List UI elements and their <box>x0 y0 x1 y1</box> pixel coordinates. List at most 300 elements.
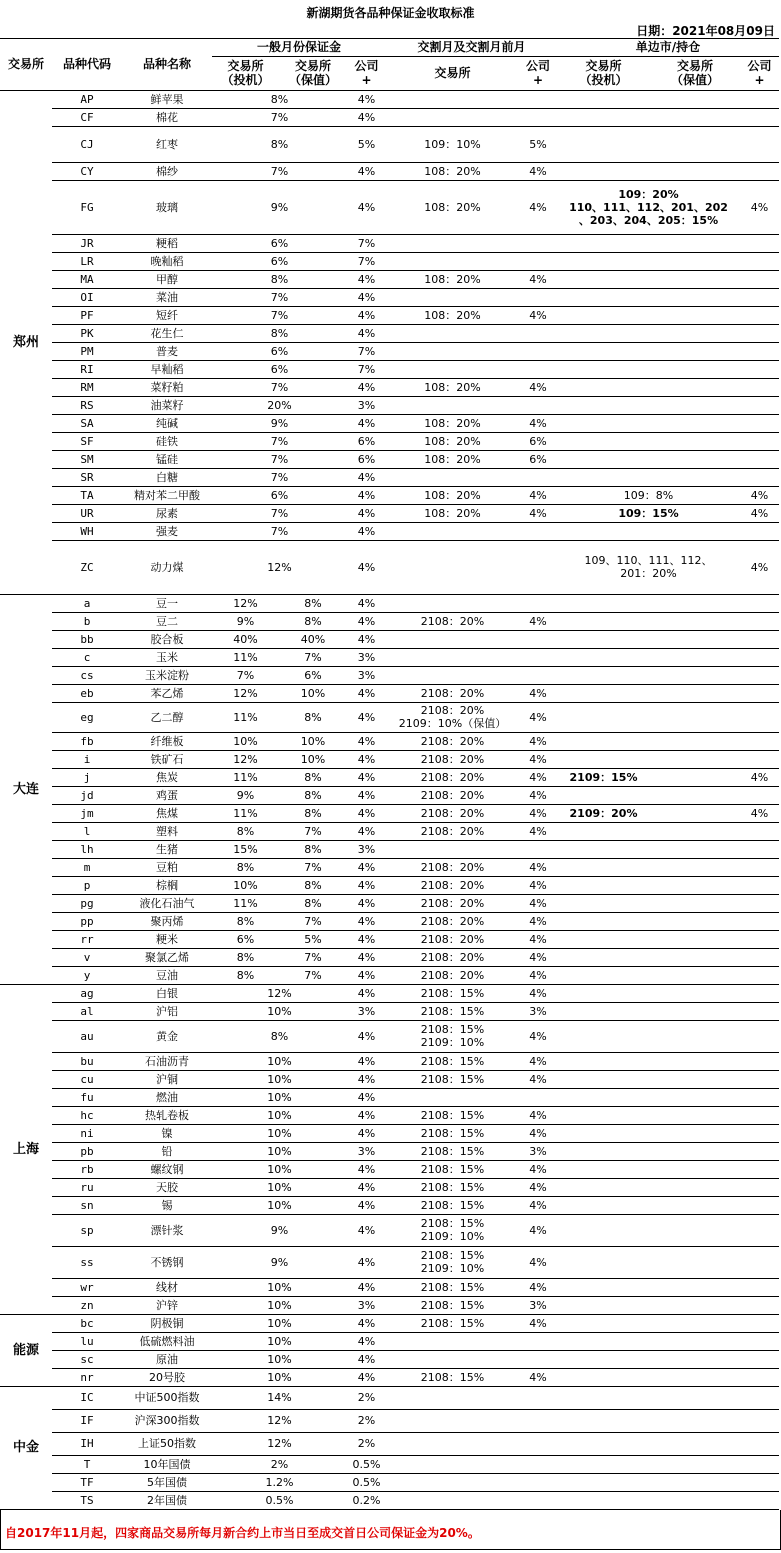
margin-hedge: 8% <box>304 896 322 910</box>
delivery-margin: 2108：20% 2109：10%（保值） <box>398 704 507 730</box>
company-margin: 4% <box>357 1255 376 1269</box>
grid-line-horizontal <box>52 522 779 523</box>
margin-hedge: 8% <box>304 878 322 892</box>
product-name: 沪铝 <box>156 1004 178 1018</box>
delivery-company: 3% <box>529 1144 547 1158</box>
product-name: 豆粕 <box>156 860 178 874</box>
company-margin: 4% <box>357 1280 376 1294</box>
margin-speculation: 12% <box>233 596 258 610</box>
product-code: zn <box>80 1298 94 1312</box>
company-margin: 7% <box>357 362 376 376</box>
grid-line-horizontal <box>52 840 779 841</box>
product-code: b <box>83 614 91 628</box>
product-name: 强麦 <box>156 524 178 538</box>
company-margin: 4% <box>357 860 376 874</box>
product-code: ss <box>80 1255 94 1269</box>
header-general-hedge: 交易所 （保值） <box>288 59 337 87</box>
company-margin: 7% <box>357 236 376 250</box>
delivery-company: 4% <box>529 506 547 520</box>
product-code: IC <box>80 1391 94 1404</box>
product-code: eg <box>80 710 94 724</box>
company-margin: 4% <box>357 710 376 724</box>
company-margin: 0.5% <box>352 1475 381 1489</box>
delivery-company: 6% <box>529 452 547 466</box>
margin-general: 12% <box>267 1437 292 1450</box>
product-code: p <box>83 878 91 892</box>
product-name: 20号胶 <box>149 1370 185 1384</box>
company-margin: 3% <box>357 1004 376 1018</box>
company-margin: 4% <box>357 506 376 520</box>
grid-line-horizontal <box>52 1196 779 1197</box>
product-code: SR <box>80 470 94 484</box>
product-code: RS <box>80 398 94 412</box>
product-code: pp <box>80 914 94 928</box>
product-name: 锡 <box>161 1198 173 1212</box>
margin-hedge: 8% <box>304 710 322 724</box>
grid-line-horizontal <box>52 786 779 787</box>
company-margin: 4% <box>357 1334 376 1348</box>
margin-general: 6% <box>270 362 289 376</box>
grid-line-horizontal <box>52 966 779 967</box>
product-name: 普麦 <box>156 344 178 358</box>
margin-hedge: 7% <box>304 650 322 664</box>
company-margin: 4% <box>357 788 376 802</box>
product-code: CJ <box>80 137 94 151</box>
delivery-company: 4% <box>529 416 547 430</box>
delivery-company: 3% <box>529 1004 547 1018</box>
product-name: 白银 <box>156 986 178 1000</box>
margin-general: 7% <box>270 380 289 394</box>
grid-line-horizontal <box>52 288 779 289</box>
grid-line-horizontal <box>52 1124 779 1125</box>
margin-speculation: 10% <box>233 734 258 748</box>
margin-general: 7% <box>270 110 289 124</box>
company-margin: 4% <box>357 164 376 178</box>
product-code: FG <box>80 200 94 214</box>
header-unilateral-company: 公司 + <box>747 59 772 87</box>
product-code: SA <box>80 416 94 430</box>
product-code: al <box>80 1004 94 1018</box>
header-code: 品种代码 <box>62 57 111 71</box>
product-name: 聚氯乙烯 <box>145 950 189 964</box>
delivery-margin: 2108：15% <box>420 1126 485 1140</box>
product-code: c <box>83 650 91 664</box>
company-margin: 4% <box>357 1029 376 1043</box>
product-name: 低硫燃料油 <box>139 1334 195 1348</box>
company-margin: 4% <box>357 806 376 820</box>
grid-line-horizontal <box>52 858 779 859</box>
delivery-company: 4% <box>529 860 547 874</box>
product-code: ni <box>80 1126 94 1140</box>
margin-general: 10% <box>267 1004 292 1018</box>
product-name: 聚丙烯 <box>150 914 184 928</box>
exchange-label: 郑州 <box>12 334 39 350</box>
product-code: lh <box>80 842 94 856</box>
company-margin: 4% <box>357 632 376 646</box>
unilateral-margin: 109：8% <box>623 488 674 502</box>
margin-general: 10% <box>267 1108 292 1122</box>
margin-general: 8% <box>270 92 289 106</box>
delivery-company: 4% <box>529 380 547 394</box>
grid-line-horizontal <box>52 948 779 949</box>
margin-speculation: 40% <box>233 632 258 646</box>
grid-line-horizontal <box>52 666 779 667</box>
exchange-label: 大连 <box>12 781 39 797</box>
margin-general: 1.2% <box>265 1475 294 1489</box>
margin-general: 7% <box>270 434 289 448</box>
margin-general: 9% <box>270 200 289 214</box>
delivery-margin: 2108：15% <box>420 1108 485 1122</box>
footer-note: 自2017年11月起，四家商品交易所每月新合约上市当日至成交首日公司保证金为20%。 <box>5 1526 480 1540</box>
margin-general: 7% <box>270 452 289 466</box>
product-code: rb <box>80 1162 94 1176</box>
product-code: ag <box>80 986 94 1000</box>
delivery-margin: 2108：15% <box>420 1072 485 1086</box>
product-name: 燃油 <box>156 1090 178 1104</box>
grid-line-horizontal <box>52 1002 779 1003</box>
company-margin: 4% <box>357 968 376 982</box>
unilateral-margin: 109：20% 110、111、112、201、202 、203、204、205：15% <box>569 187 728 227</box>
product-code: bc <box>80 1316 94 1330</box>
grid-line-horizontal <box>52 1350 779 1351</box>
margin-hedge: 8% <box>304 842 322 856</box>
delivery-company: 4% <box>529 914 547 928</box>
company-margin: 4% <box>357 686 376 700</box>
delivery-company: 4% <box>529 1126 547 1140</box>
delivery-company: 4% <box>529 770 547 784</box>
grid-line-horizontal <box>52 1455 779 1456</box>
product-code: TS <box>80 1493 94 1507</box>
product-name: 玉米 <box>156 650 178 664</box>
product-name: 短纤 <box>156 308 178 322</box>
margin-general: 7% <box>270 290 289 304</box>
margin-speculation: 12% <box>233 686 258 700</box>
delivery-margin: 2108：15% <box>420 1280 485 1294</box>
grid-line-horizontal <box>52 270 779 271</box>
grid-line-horizontal <box>52 432 779 433</box>
grid-line-horizontal <box>52 648 779 649</box>
product-name: 镍 <box>161 1126 173 1140</box>
margin-speculation: 15% <box>233 842 258 856</box>
delivery-company: 4% <box>529 932 547 946</box>
margin-speculation: 6% <box>236 932 255 946</box>
delivery-margin: 2108：15% 2109：10% <box>420 1217 485 1243</box>
unilateral-company: 4% <box>750 488 769 502</box>
delivery-company: 4% <box>529 734 547 748</box>
delivery-margin: 2108：15% <box>420 1180 485 1194</box>
margin-general: 10% <box>267 1126 292 1140</box>
product-code: PF <box>80 308 94 322</box>
product-code: y <box>83 968 91 982</box>
product-code: cs <box>80 668 94 682</box>
margin-hedge: 7% <box>304 824 322 838</box>
product-code: pb <box>80 1144 94 1158</box>
margin-general: 6% <box>270 344 289 358</box>
product-name: 沪深300指数 <box>134 1414 200 1427</box>
product-name: 天胶 <box>156 1180 178 1194</box>
company-margin: 4% <box>357 770 376 784</box>
company-margin: 4% <box>357 110 376 124</box>
delivery-margin: 2108：20% <box>420 734 485 748</box>
header-exchange: 交易所 <box>7 57 44 71</box>
product-code: OI <box>80 290 94 304</box>
delivery-company: 4% <box>529 686 547 700</box>
margin-general: 10% <box>267 1352 292 1366</box>
product-code: au <box>80 1029 94 1043</box>
product-name: 不锈钢 <box>150 1255 184 1269</box>
margin-hedge: 8% <box>304 770 322 784</box>
company-margin: 6% <box>357 434 376 448</box>
product-name: 棉花 <box>156 110 178 124</box>
product-name: 苯乙烯 <box>150 686 184 700</box>
margin-hedge: 10% <box>300 734 326 748</box>
grid-line-horizontal <box>52 1142 779 1143</box>
delivery-company: 4% <box>529 1280 547 1294</box>
delivery-margin: 2108：20% <box>420 914 485 928</box>
product-code: hc <box>80 1108 94 1122</box>
company-margin: 4% <box>357 92 376 106</box>
margin-speculation: 7% <box>236 668 255 682</box>
grid-line-horizontal <box>52 1491 779 1492</box>
company-margin: 3% <box>357 842 376 856</box>
product-name: 棕榈 <box>156 878 178 892</box>
product-name: 红枣 <box>156 137 178 151</box>
product-name: 花生仁 <box>150 326 184 340</box>
grid-line-horizontal <box>52 108 779 109</box>
delivery-margin: 108：20% <box>424 380 481 394</box>
grid-line-horizontal <box>52 306 779 307</box>
grid-line-horizontal <box>52 930 779 931</box>
margin-general: 10% <box>267 1180 292 1194</box>
grid-line-horizontal <box>52 1432 779 1433</box>
grid-line-horizontal <box>52 378 779 379</box>
margin-hedge: 5% <box>304 932 322 946</box>
delivery-company: 4% <box>529 752 547 766</box>
margin-general: 9% <box>270 1255 289 1269</box>
delivery-company: 4% <box>529 272 547 286</box>
margin-speculation: 8% <box>236 950 255 964</box>
delivery-company: 4% <box>529 1162 547 1176</box>
delivery-company: 4% <box>529 1180 547 1194</box>
unilateral-margin: 109：15% <box>618 506 679 520</box>
delivery-margin: 2108：20% <box>420 752 485 766</box>
product-name: 黄金 <box>156 1029 178 1043</box>
grid-line-horizontal <box>52 912 779 913</box>
delivery-margin: 2108：20% <box>420 860 485 874</box>
product-name: 液化石油气 <box>139 896 195 910</box>
delivery-margin: 108：20% <box>424 200 481 214</box>
delivery-margin: 2108：15% <box>420 1316 485 1330</box>
company-margin: 4% <box>357 932 376 946</box>
company-margin: 4% <box>357 416 376 430</box>
margin-speculation: 11% <box>233 896 258 910</box>
product-name: 早籼稻 <box>150 362 184 376</box>
product-name: 菜油 <box>156 290 178 304</box>
delivery-company: 4% <box>529 1316 547 1330</box>
delivery-margin: 108：20% <box>424 452 481 466</box>
margin-hedge: 7% <box>304 950 322 964</box>
unilateral-margin: 2109：15% <box>569 770 638 784</box>
grid-line-horizontal <box>52 234 779 235</box>
product-code: LR <box>80 254 94 268</box>
margin-speculation: 11% <box>233 806 258 820</box>
company-margin: 4% <box>357 1072 376 1086</box>
delivery-company: 4% <box>529 1072 547 1086</box>
exchange-label: 中金 <box>12 1440 39 1455</box>
delivery-company: 4% <box>529 968 547 982</box>
margin-speculation: 9% <box>236 614 255 628</box>
product-code: l <box>83 824 91 838</box>
margin-general: 6% <box>270 236 289 250</box>
margin-general: 12% <box>267 560 292 574</box>
company-margin: 4% <box>357 326 376 340</box>
margin-speculation: 8% <box>236 968 255 982</box>
margin-general: 10% <box>267 1198 292 1212</box>
margin-hedge: 10% <box>300 686 326 700</box>
unilateral-company: 4% <box>750 770 769 784</box>
product-name: 棉纱 <box>156 164 178 178</box>
product-name: 玉米淀粉 <box>145 668 189 682</box>
product-code: T <box>83 1457 91 1471</box>
grid-line-horizontal <box>52 702 779 703</box>
grid-line-horizontal <box>52 468 779 469</box>
grid-line-horizontal <box>52 162 779 163</box>
product-code: eb <box>80 686 94 700</box>
delivery-company: 4% <box>529 164 547 178</box>
margin-speculation: 8% <box>236 914 255 928</box>
product-name: 鸡蛋 <box>156 788 178 802</box>
grid-line-horizontal <box>52 396 779 397</box>
company-margin: 4% <box>357 824 376 838</box>
grid-line-horizontal <box>52 1088 779 1089</box>
margin-speculation: 12% <box>233 752 258 766</box>
company-margin: 4% <box>357 1180 376 1194</box>
margin-hedge: 8% <box>304 614 322 628</box>
product-code: rr <box>80 932 94 946</box>
company-margin: 4% <box>357 752 376 766</box>
product-code: fb <box>80 734 94 748</box>
product-code: ZC <box>80 560 94 574</box>
margin-general: 12% <box>267 1414 292 1427</box>
company-margin: 4% <box>357 1198 376 1212</box>
header-unilateral-spec: 交易所 （投机） <box>579 59 628 87</box>
delivery-margin: 108：20% <box>424 164 481 178</box>
company-margin: 4% <box>357 1162 376 1176</box>
product-code: IF <box>80 1414 94 1427</box>
margin-general: 7% <box>270 506 289 520</box>
company-margin: 4% <box>357 470 376 484</box>
company-margin: 4% <box>357 272 376 286</box>
company-margin: 4% <box>357 1316 376 1330</box>
grid-line-horizontal <box>52 1409 779 1410</box>
margin-speculation: 11% <box>233 710 258 724</box>
product-name: 中证500指数 <box>134 1391 200 1404</box>
margin-general: 2% <box>270 1457 289 1471</box>
delivery-margin: 2108：20% <box>420 878 485 892</box>
product-name: 沪铜 <box>156 1072 178 1086</box>
grid-line-horizontal <box>52 414 779 415</box>
product-name: 2年国债 <box>147 1493 187 1507</box>
grid-line-horizontal <box>52 1178 779 1179</box>
grid-line-horizontal <box>52 360 779 361</box>
product-code: sc <box>80 1352 94 1366</box>
product-code: WH <box>80 524 94 538</box>
delivery-margin: 2108：20% <box>420 614 485 628</box>
header-general-company: 公司 + <box>354 59 379 87</box>
delivery-company: 4% <box>529 896 547 910</box>
product-name: 上证50指数 <box>138 1437 196 1450</box>
margin-general: 9% <box>270 1223 289 1237</box>
delivery-margin: 2108：20% <box>420 932 485 946</box>
margin-general: 10% <box>267 1370 292 1384</box>
delivery-company: 4% <box>529 1255 547 1269</box>
company-margin: 4% <box>357 290 376 304</box>
product-name: 铁矿石 <box>150 752 184 766</box>
delivery-margin: 109：10% <box>424 137 481 151</box>
product-code: j <box>83 770 91 784</box>
company-margin: 4% <box>357 1223 376 1237</box>
margin-speculation: 9% <box>236 788 255 802</box>
delivery-margin: 2108：15% <box>420 986 485 1000</box>
exchange-label: 上海 <box>12 1141 39 1157</box>
product-name: 10年国债 <box>143 1457 191 1471</box>
product-name: 焦炭 <box>156 770 178 784</box>
delivery-company: 3% <box>529 1298 547 1312</box>
product-name: 石油沥青 <box>145 1054 189 1068</box>
delivery-margin: 108：20% <box>424 272 481 286</box>
delivery-margin: 108：20% <box>424 488 481 502</box>
product-code: a <box>83 596 91 610</box>
grid-line-horizontal <box>52 342 779 343</box>
margin-general: 12% <box>267 986 292 1000</box>
grid-line-horizontal <box>52 630 779 631</box>
product-code: AP <box>80 92 94 106</box>
unilateral-company: 4% <box>750 806 769 820</box>
margin-general: 9% <box>270 416 289 430</box>
grid-line-horizontal <box>52 504 779 505</box>
product-name: 粳米 <box>156 932 178 946</box>
product-name: 尿素 <box>156 506 178 520</box>
margin-speculation: 8% <box>236 860 255 874</box>
company-margin: 4% <box>357 1126 376 1140</box>
company-margin: 4% <box>357 950 376 964</box>
header-general-spec: 交易所 （投机） <box>221 59 270 87</box>
delivery-margin: 2108：20% <box>420 770 485 784</box>
delivery-margin: 108：20% <box>424 416 481 430</box>
grid-line-horizontal <box>0 38 779 39</box>
company-margin: 2% <box>357 1437 376 1450</box>
product-name: 豆二 <box>156 614 178 628</box>
product-code: m <box>83 860 91 874</box>
company-margin: 4% <box>357 1370 376 1384</box>
company-margin: 4% <box>357 878 376 892</box>
product-name: 乙二醇 <box>150 710 184 724</box>
margin-general: 10% <box>267 1162 292 1176</box>
unilateral-margin: 2109：20% <box>569 806 638 820</box>
company-margin: 4% <box>357 560 376 574</box>
grid-line-horizontal <box>52 1368 779 1369</box>
grid-line-horizontal <box>52 1296 779 1297</box>
margin-hedge: 8% <box>304 596 322 610</box>
delivery-margin: 2108：20% <box>420 896 485 910</box>
grid-line-horizontal <box>52 894 779 895</box>
unilateral-company: 4% <box>750 200 769 214</box>
delivery-company: 4% <box>529 824 547 838</box>
delivery-company: 4% <box>529 308 547 322</box>
company-margin: 4% <box>357 596 376 610</box>
company-margin: 3% <box>357 1298 376 1312</box>
header-delivery: 交割月及交割月前月 <box>417 40 526 54</box>
